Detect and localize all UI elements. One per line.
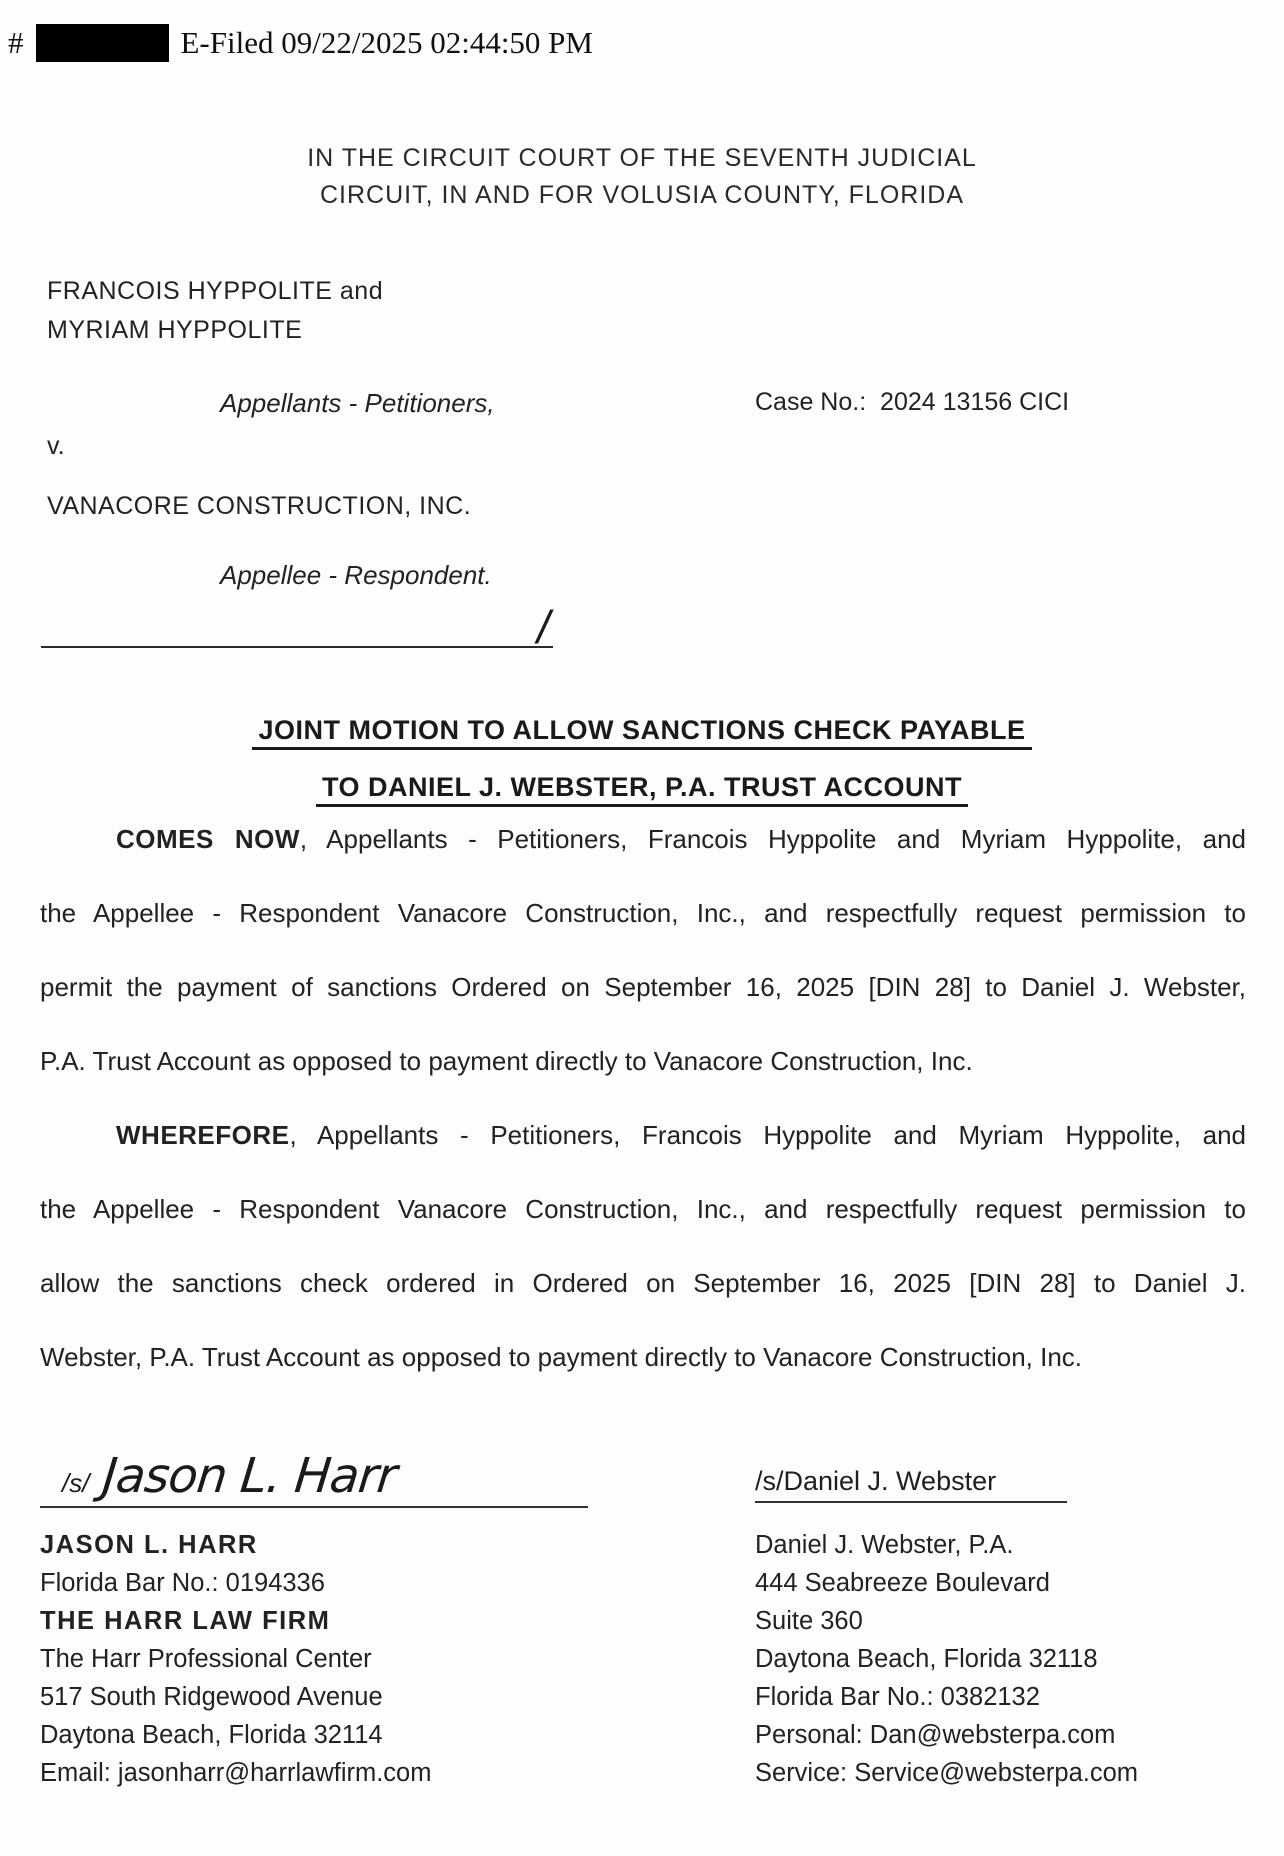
court-heading [0, 140, 1284, 214]
paragraph2-line4 [40, 1320, 1246, 1394]
case-number: Case No.: 2024 13156 CICI [755, 388, 1070, 416]
left-attorney-firm: THE HARR LAW FIRM [40, 1607, 331, 1635]
defendant-role: Appellee - Respondent. [220, 560, 492, 590]
left-attorney-address2: 517 South Ridgewood Avenue [40, 1683, 383, 1711]
left-attorney-name: JASON L. HARR [40, 1531, 258, 1559]
divider-slash: / [537, 601, 550, 653]
paragraph1-line2 [40, 876, 1246, 950]
paragraph1-line4 [40, 1024, 1246, 1098]
right-attorney-address1: 444 Seabreeze Boulevard [755, 1569, 1050, 1597]
paragraph2-line4-text: Webster, P.A. Trust Account as opposed to payment directly to Vanacore Construction, Inc. [40, 1342, 1083, 1372]
paragraph2-line3-text: allow the sanctions check ordered in Ordered on September 16, 2025 [DIN 28] to Daniel J. [40, 1268, 1246, 1298]
plaintiff-role: Appellants - Petitioners, [220, 388, 495, 418]
right-signature-line: /s/Daniel J. Webster [755, 1466, 1067, 1503]
paragraph2-line3 [40, 1246, 1246, 1320]
paragraph1-line4-text: P.A. Trust Account as opposed to payment directly to Vanacore Construction, Inc. [40, 1046, 973, 1076]
left-signature-line [40, 1448, 588, 1508]
paragraph1-line1-text: , Appellants - Petitioners, Francois Hyppolite and Myriam Hyppolite, and [299, 824, 1246, 854]
motion-title-line2: TO DANIEL J. WEBSTER, P.A. TRUST ACCOUNT [316, 772, 968, 807]
paragraph2-line1-text: , Appellants - Petitioners, Francois Hyppolite and Myriam Hyppolite, and [289, 1120, 1246, 1150]
plaintiff-name-line1: FRANCOIS HYPPOLITE and [47, 277, 384, 305]
court-heading-line1: IN THE CIRCUIT COURT OF THE SEVENTH JUDICIAL [307, 144, 977, 172]
paragraph2-line1 [40, 1098, 1246, 1172]
defendant-name: VANACORE CONSTRUCTION, INC. [47, 492, 472, 520]
left-s-mark: /s/ [62, 1468, 90, 1498]
right-attorney-block [755, 1526, 1138, 1792]
paragraph1-lead: COMES NOW [116, 824, 300, 854]
left-attorney-address3: Daytona Beach, Florida 32114 [40, 1721, 383, 1749]
paragraph1-line3-text: permit the payment of sanctions Ordered on September 16, 2025 [DIN 28] to Daniel J. Webster, [40, 972, 1246, 1002]
left-attorney-block [40, 1526, 431, 1792]
left-attorney-bar: Florida Bar No.: 0194336 [40, 1569, 325, 1597]
plaintiff-names [47, 272, 383, 350]
right-attorney-address2: Suite 360 [755, 1607, 863, 1635]
paragraph2-lead: WHEREFORE [116, 1120, 290, 1150]
right-attorney-name: Daniel J. Webster, P.A. [755, 1531, 1014, 1559]
role-row [0, 388, 1284, 428]
right-attorney-personal-email: Personal: Dan@websterpa.com [755, 1721, 1116, 1749]
paragraph1-line3 [40, 950, 1246, 1024]
left-signature-script: Jason L. Harr [100, 1448, 400, 1504]
right-attorney-address3: Daytona Beach, Florida 32118 [755, 1645, 1098, 1673]
paragraph1-line2-text: the Appellee - Respondent Vanacore Construction, Inc., and respectfully request permission to [40, 898, 1246, 928]
versus: v. [47, 432, 65, 460]
motion-title [0, 702, 1284, 816]
motion-title-line1: JOINT MOTION TO ALLOW SANCTIONS CHECK PAYABLE [252, 715, 1031, 750]
paragraph1-line1 [40, 802, 1246, 876]
left-attorney-email: Email: jasonharr@harrlawfirm.com [40, 1759, 432, 1787]
paragraph2-line2 [40, 1172, 1246, 1246]
right-attorney-service-email: Service: Service@websterpa.com [755, 1759, 1139, 1787]
caption-divider-line [41, 618, 553, 648]
court-heading-line2: CIRCUIT, IN AND FOR VOLUSIA COUNTY, FLORIDA [319, 181, 965, 209]
paragraph2-line2-text: the Appellee - Respondent Vanacore Construction, Inc., and respectfully request permission to [40, 1194, 1246, 1224]
efile-stamp [8, 24, 593, 62]
motion-body [40, 802, 1246, 1394]
hash-symbol: # [8, 25, 24, 60]
redaction-box [36, 24, 169, 62]
plaintiff-name-line2: MYRIAM HYPPOLITE [47, 316, 303, 344]
left-attorney-address1: The Harr Professional Center [40, 1645, 372, 1673]
right-attorney-bar: Florida Bar No.: 0382132 [755, 1683, 1040, 1711]
efiled-timestamp: E-Filed 09/22/2025 02:44:50 PM [180, 25, 593, 60]
